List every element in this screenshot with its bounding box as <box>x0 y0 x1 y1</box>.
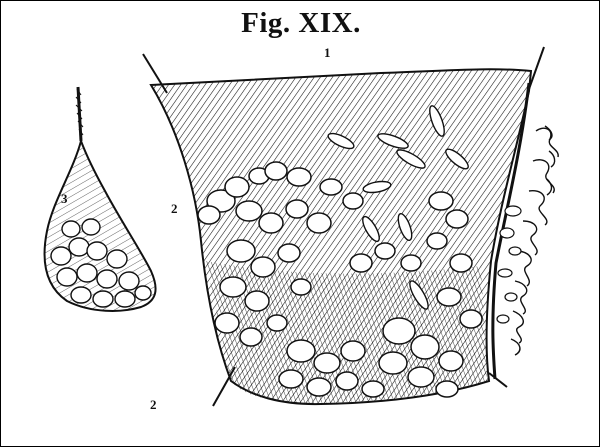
label-top: 1 <box>324 45 331 60</box>
label-bottom: 2 <box>150 397 157 412</box>
label-left-side: 2 <box>171 201 178 216</box>
engraving-illustration <box>1 1 600 447</box>
main-specimen <box>143 47 558 406</box>
label-small-specimen: 3 <box>61 191 68 206</box>
figure-title: Fig. XIX. <box>241 7 361 39</box>
